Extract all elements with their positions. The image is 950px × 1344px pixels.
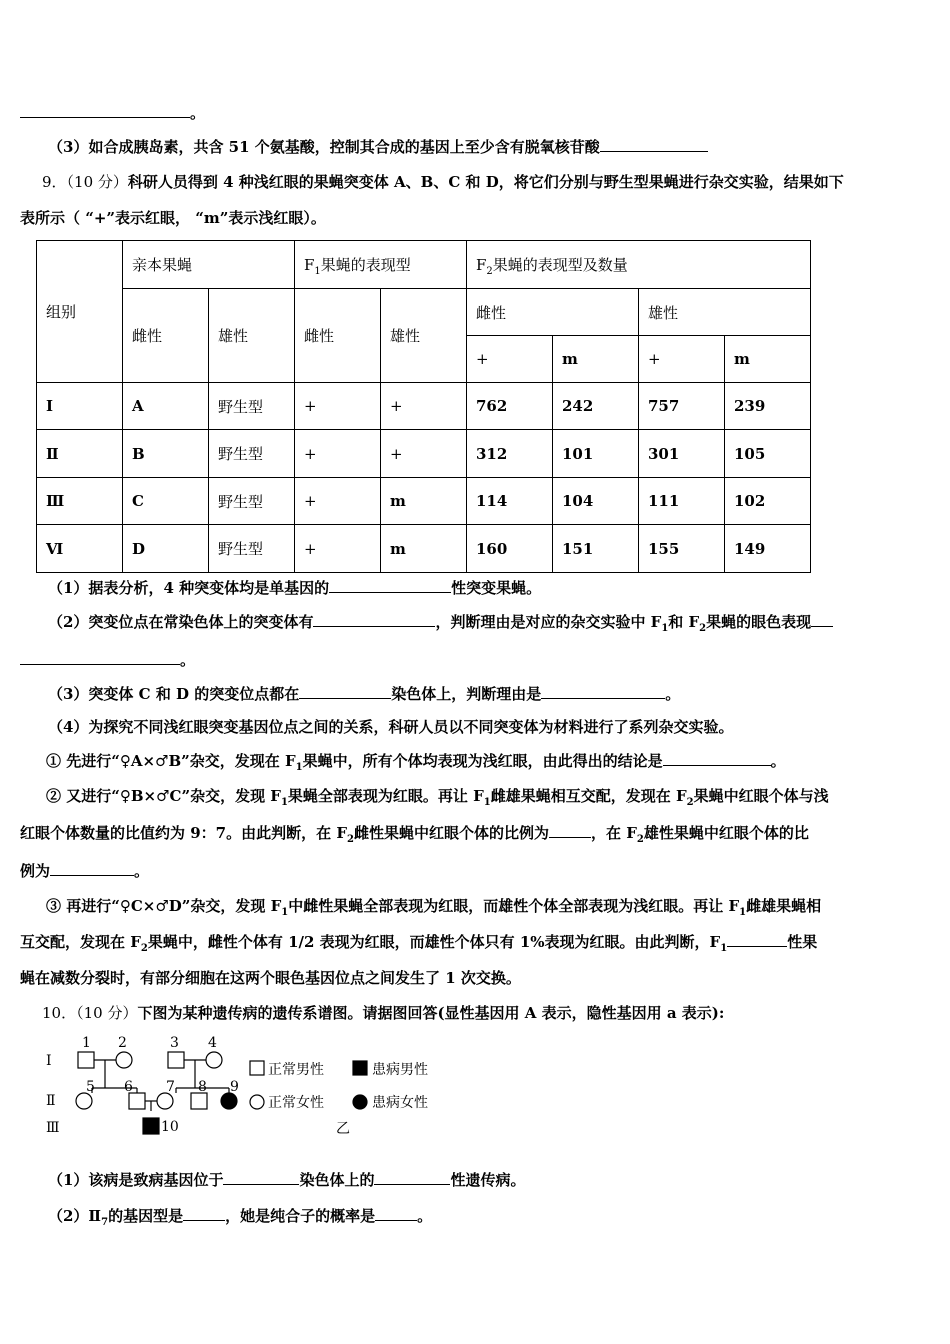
generation-label-2: Ⅱ [46, 1093, 56, 1109]
answer-blank[interactable] [329, 578, 451, 593]
normal-male-symbol [78, 1052, 94, 1068]
cell-f1-male: m [381, 478, 467, 525]
header-f1-male: 雄性 [381, 289, 467, 383]
answer-blank[interactable] [223, 1170, 299, 1185]
answer-blank[interactable] [20, 650, 180, 665]
cell-male: 野生型 [209, 383, 295, 430]
header-f2-male-m: m [725, 336, 811, 383]
id-label: 1 [82, 1035, 91, 1051]
id-label: 3 [170, 1035, 179, 1051]
answer-blank[interactable] [183, 1206, 225, 1221]
legend-affected-female-icon [353, 1095, 367, 1109]
q9-intro-line2: 表所示（ “+”表示红眼， “m”表示浅红眼）。 [20, 209, 326, 227]
answer-blank[interactable] [663, 751, 771, 766]
id-label: 4 [208, 1035, 217, 1051]
answer-blank[interactable] [549, 823, 591, 838]
header-f2-male: 雄性 [639, 289, 811, 336]
cell-f2-male-plus: 301 [639, 430, 725, 478]
cell-f1-male: + [381, 430, 467, 478]
q9-step3-line1: ③ 再进行“♀C×♂D”杂交，发现 $F_1$中雌性果蝇全部表现为红眼，而雄性个体全部表现为浅红眼。再让 $F_1$雌雄果蝇相 [46, 897, 822, 918]
normal-male-symbol [168, 1052, 184, 1068]
normal-male-symbol [129, 1093, 145, 1109]
header-group: 组别 [37, 241, 123, 383]
generation-label-1: Ⅰ [46, 1053, 52, 1069]
q8-tail-line: 。 [20, 103, 205, 123]
normal-male-symbol [191, 1093, 207, 1109]
q10-part2: $(2)Ⅱ_7$的基因型是 ，她是纯合子的概率是 。 [48, 1207, 433, 1228]
header-parent-female: 雌性 [123, 289, 209, 383]
answer-blank[interactable] [374, 1170, 450, 1185]
answer-blank[interactable] [375, 1206, 417, 1221]
q9-part2-line2: 。 [20, 650, 195, 670]
q8-part3: （3）如合成胰岛素，共含 51 个氨基酸，控制其合成的基因上至少含有脱氧核苷酸 [48, 137, 708, 157]
legend-normal-female-icon [250, 1095, 264, 1109]
cell-male: 野生型 [209, 525, 295, 573]
legend-normal-female: 正常女性 [268, 1095, 324, 1111]
header-f2-male-plus: + [639, 336, 725, 383]
cell-f2-male-m: 102 [725, 478, 811, 525]
table-row [37, 430, 811, 478]
id-label: 2 [118, 1035, 127, 1051]
legend-affected-female: 患病女性 [372, 1095, 428, 1111]
legend-normal-male-icon [250, 1061, 264, 1075]
header-f1: $F_1$果蝇的表现型 [295, 241, 467, 289]
q9-step2-line3: 例为 。 [20, 862, 150, 880]
cell-group: Ⅲ [37, 478, 123, 525]
legend-affected-male: 患病男性 [372, 1062, 428, 1078]
table-row [37, 383, 811, 430]
header-f2: $F_2$果蝇的表现型及数量 [467, 241, 811, 289]
answer-blank[interactable] [600, 137, 708, 152]
header-f2-female-plus: + [467, 336, 553, 383]
cell-male: 野生型 [209, 430, 295, 478]
cell-f2-female-plus: 114 [467, 478, 553, 525]
cell-f2-female-m: 101 [553, 430, 639, 478]
header-parents: 亲本果蝇 [123, 241, 295, 289]
answer-blank[interactable] [313, 612, 435, 627]
answer-blank[interactable] [20, 103, 190, 118]
cell-f2-female-m: 242 [553, 383, 639, 430]
cell-f2-female-plus: 312 [467, 430, 553, 478]
normal-female-symbol [116, 1052, 132, 1068]
cell-f1-male: + [381, 383, 467, 430]
cell-f2-female-plus: 762 [467, 383, 553, 430]
cell-group: Ⅱ [37, 430, 123, 478]
id-label: 7 [166, 1079, 175, 1095]
q9-step2-line1: ② 又进行“♀B×♂C”杂交，发现 $F_1$果蝇全部表现为红眼。再让 $F_1$雌雄果蝇相互交配，发现在 $F_2$果蝇中红眼个体与浅 [46, 787, 829, 808]
cell-f2-female-m: 151 [553, 525, 639, 573]
cell-f1-male: m [381, 525, 467, 573]
id-label: 10 [161, 1119, 179, 1135]
cell-f2-female-m: 104 [553, 478, 639, 525]
q9-part1: （1）据表分析，4 种突变体均是单基因的 性突变果蝇。 [48, 579, 542, 597]
table-row [37, 478, 811, 525]
cell-group: Ⅵ [37, 525, 123, 573]
table-row [37, 525, 811, 573]
cell-f2-male-m: 105 [725, 430, 811, 478]
cell-group: Ⅰ [37, 383, 123, 430]
q9-part4: （4）为探究不同浅红眼突变基因位点之间的关系，科研人员以不同突变体为材料进行了系列杂交实验。 [48, 718, 734, 736]
id-label: 8 [198, 1079, 207, 1095]
q9-part2-line1: （2）突变位点在常染色体上的突变体有 ，判断理由是对应的杂交实验中 $F_1$和 $F_2$果蝇的眼色表现 [48, 612, 833, 632]
cell-f2-male-plus: 155 [639, 525, 725, 573]
cell-f1-female: + [295, 383, 381, 430]
affected-male-symbol [143, 1118, 159, 1134]
cell-f2-male-plus: 111 [639, 478, 725, 525]
cell-male: 野生型 [209, 478, 295, 525]
q9-intro-line1: 9．（10 分）科研人员得到 4 种浅红眼的果蝇突变体 A、B、C 和 D，将它们分别与野生型果蝇进行杂交实验，结果如下 [42, 173, 844, 191]
cell-f1-female: + [295, 478, 381, 525]
cell-f2-male-m: 239 [725, 383, 811, 430]
header-f2-female: 雌性 [467, 289, 639, 336]
cell-female: B [123, 430, 209, 478]
cell-f2-male-m: 149 [725, 525, 811, 573]
cell-f1-female: + [295, 525, 381, 573]
legend-normal-male: 正常男性 [268, 1062, 324, 1078]
generation-label-3: Ⅲ [46, 1120, 60, 1136]
affected-female-symbol [221, 1093, 237, 1109]
cell-female: D [123, 525, 209, 573]
normal-female-symbol [206, 1052, 222, 1068]
normal-female-symbol [76, 1093, 92, 1109]
id-label: 6 [124, 1079, 133, 1095]
answer-blank[interactable] [299, 684, 391, 699]
legend-affected-male-icon [353, 1061, 367, 1075]
q10-intro: 10．（10 分）下图为某种遗传病的遗传系谱图。请据图回答(显性基因用 A 表示，隐性基因用 a 表示): [42, 1004, 725, 1022]
answer-blank[interactable] [541, 684, 665, 699]
id-label: 5 [86, 1079, 95, 1095]
answer-blank[interactable] [50, 861, 134, 876]
pedigree-chart [44, 1033, 464, 1143]
q9-step1: ① 先进行“♀A×♂B”杂交，发现在 $F_1$果蝇中，所有个体均表现为浅红眼，由此得出的结论是 。 [46, 752, 786, 773]
answer-blank[interactable] [727, 932, 787, 947]
normal-female-symbol [157, 1093, 173, 1109]
q9-step3-line3: 蝇在减数分裂时，有部分细胞在这两个眼色基因位点之间发生了 1 次交换。 [20, 969, 521, 987]
id-label: 9 [230, 1079, 239, 1095]
header-f1-female: 雌性 [295, 289, 381, 383]
cell-f1-female: + [295, 430, 381, 478]
q9-step2-line2: 红眼个体数量的比值约为 9：7。由此判断，在 $F_2$雌性果蝇中红眼个体的比例为 ，在 $F_2$雄性果蝇中红眼个体的比 [20, 824, 809, 845]
cell-f2-female-plus: 160 [467, 525, 553, 573]
header-f2-female-m: m [553, 336, 639, 383]
q9-part3: （3）突变体 C 和 D 的突变位点都在 染色体上，判断理由是 。 [48, 685, 681, 703]
q9-data-table [36, 240, 811, 573]
cell-female: A [123, 383, 209, 430]
answer-blank[interactable] [811, 612, 833, 627]
cell-f2-male-plus: 757 [639, 383, 725, 430]
cell-female: C [123, 478, 209, 525]
q9-step3-line2: 互交配，发现在 $F_2$果蝇中，雌性个体有 1/2 表现为红眼，而雄性个体只有 1%表现为红眼。由此判断，$F_1$ 性果 [20, 933, 818, 954]
header-parent-male: 雄性 [209, 289, 295, 383]
q10-part1: （1）该病是致病基因位于 染色体上的 性遗传病。 [48, 1171, 526, 1189]
figure-caption: 乙 [336, 1121, 350, 1137]
